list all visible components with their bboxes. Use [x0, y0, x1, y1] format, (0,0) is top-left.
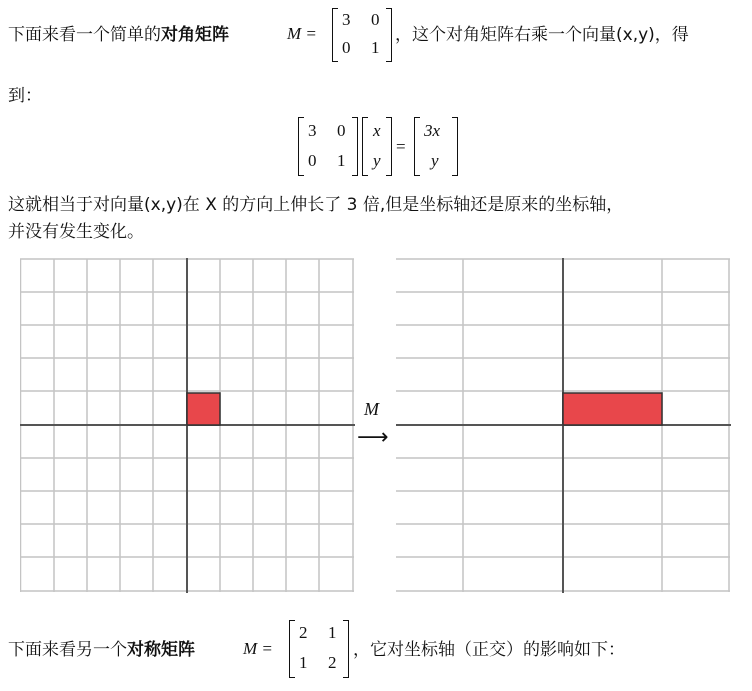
matrix-cell: 1 — [328, 623, 337, 642]
matrix-cell: 1 — [337, 151, 346, 170]
para1-suffix2: ，得 — [654, 25, 689, 45]
result-cell: 3x — [424, 121, 441, 140]
para2-text: 这就相当于对向量 — [8, 195, 144, 215]
para2-text: 的方向上伸长了 — [222, 195, 342, 215]
para1-prefix: 下面来看一个简单的 — [8, 25, 161, 45]
para2-num: 3 — [346, 195, 358, 215]
para3-matrix — [289, 620, 349, 678]
para3-term: 对称矩阵 — [127, 640, 195, 660]
para1-line1 — [8, 25, 229, 45]
para2-line2: 并没有发生变化。 — [8, 222, 144, 242]
matrix-cell: 0 — [342, 38, 351, 57]
matrix-cell: 3 — [308, 121, 317, 140]
eq-equals: = — [396, 137, 406, 156]
right-arrow-icon: ⟶ — [357, 425, 389, 450]
para1-eq: M = — [287, 24, 317, 43]
vector-cell: y — [373, 151, 381, 170]
para3-prefix: 下面来看另一个 — [8, 640, 127, 660]
para1-term: 对角矩阵 — [161, 25, 229, 45]
para2-vec: (x,y) — [144, 195, 183, 215]
eq-result — [414, 117, 458, 176]
para1-matrix — [332, 8, 392, 62]
para1-line2: 到： — [8, 86, 42, 106]
para2-text: 倍,但是坐标轴还是原来的坐标轴， — [362, 195, 624, 215]
matrix-cell: 0 — [371, 10, 380, 29]
left-grid-figure — [20, 258, 355, 593]
para1-line1-end — [395, 25, 689, 45]
right-stretched-rect — [563, 393, 662, 425]
matrix-cell: 0 — [337, 121, 346, 140]
result-cell: y — [431, 151, 439, 170]
eq-matrix — [298, 117, 358, 176]
left-unit-square — [187, 393, 220, 425]
para1-vec: (x,y) — [616, 25, 655, 45]
para2-line1 — [8, 195, 623, 215]
para2-axis: X — [205, 195, 217, 215]
matrix-cell: 1 — [299, 653, 308, 672]
matrix-cell: 1 — [371, 38, 380, 57]
vector-cell: x — [373, 121, 381, 140]
matrix-cell: 0 — [308, 151, 317, 170]
matrix-cell: 2 — [299, 623, 308, 642]
para3-line — [8, 640, 195, 660]
matrix-cell: 3 — [342, 10, 351, 29]
matrix-cell: 2 — [328, 653, 337, 672]
eq-vector — [362, 117, 392, 176]
para3-eq: M = — [243, 639, 273, 658]
para2-text: 在 — [182, 195, 200, 215]
para3-suffix: ，它对坐标轴（正交）的影响如下： — [353, 640, 625, 660]
arrow-label: M — [364, 399, 379, 419]
para1-suffix: ，这个对角矩阵右乘一个向量 — [395, 25, 616, 45]
right-grid-figure — [396, 258, 731, 593]
